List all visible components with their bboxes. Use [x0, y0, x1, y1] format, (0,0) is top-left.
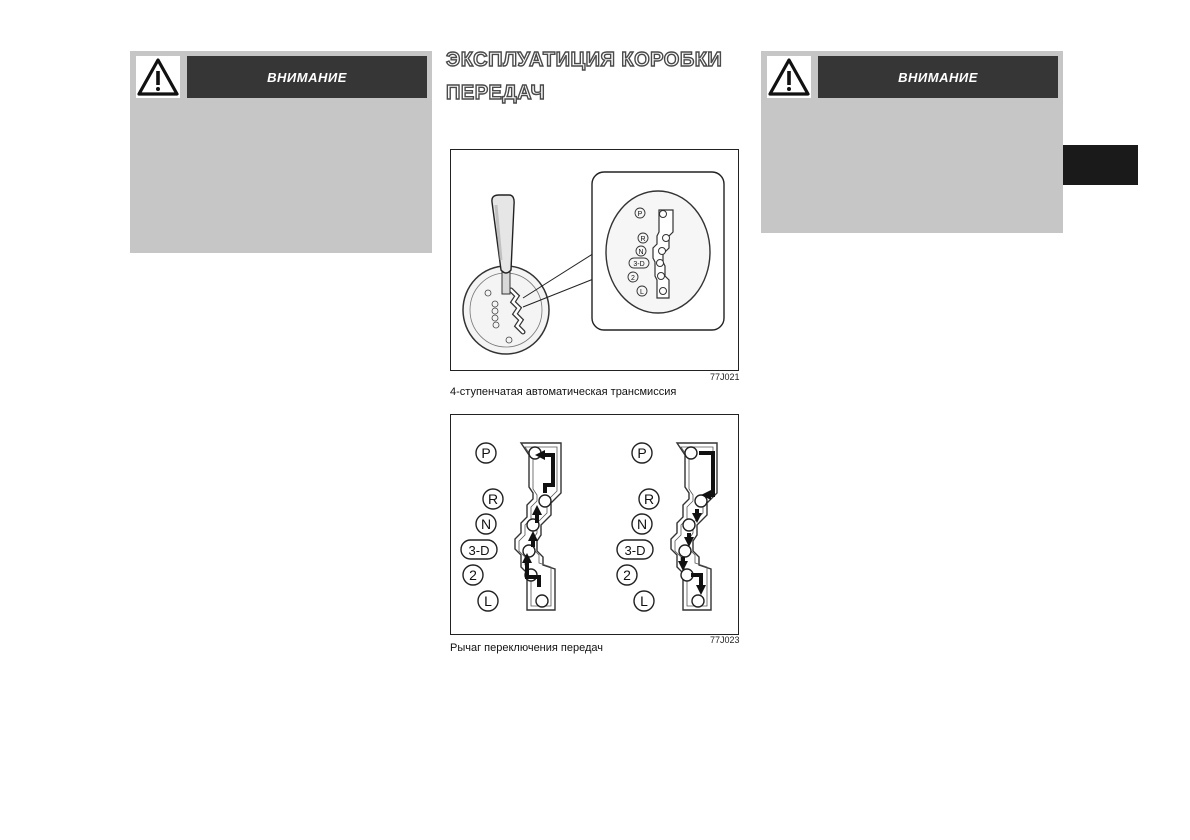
zoom-label-N: N: [638, 249, 644, 256]
figure-shift-pattern: [450, 414, 739, 635]
section-title-line1: ЭКСПЛУАТИЦИЯ КОРОБКИ: [446, 49, 723, 71]
warning-triangle-icon: [767, 56, 811, 98]
zoom-label-P: P: [637, 211, 643, 218]
section-tab-marker: [1063, 145, 1138, 185]
warning-triangle-icon: [136, 56, 180, 98]
shifter-illustration: [451, 150, 738, 370]
warning-heading: ВНИМАНИЕ: [818, 56, 1058, 98]
warning-header-bar: [136, 56, 427, 98]
zoom-label-L: L: [640, 289, 644, 296]
label-R-right: R: [643, 491, 655, 507]
label-L-right: L: [640, 593, 648, 609]
figure-shifter-illustration: [450, 149, 739, 371]
warning-box-left: [130, 51, 432, 253]
shift-pattern-diagram: [451, 415, 738, 634]
zoom-label-3D: 3-D: [633, 261, 645, 268]
label-N-right: N: [636, 516, 648, 532]
label-3D-right: 3-D: [624, 543, 646, 558]
label-L: L: [484, 593, 492, 609]
warning-header-bar: [767, 56, 1058, 98]
figure1-caption: 4-ступенчатая автоматическая трансмиссия: [450, 386, 677, 398]
zoom-label-R: R: [640, 236, 646, 243]
label-P: P: [481, 445, 491, 461]
label-R: R: [487, 491, 499, 507]
warning-heading: ВНИМАНИЕ: [187, 56, 427, 98]
label-2-right: 2: [623, 567, 631, 583]
figure1-code: 77J021: [710, 372, 740, 382]
label-2: 2: [469, 567, 477, 583]
figure2-caption: Рычаг переключения передач: [450, 642, 604, 654]
section-title-line2: ПЕРЕДАЧ: [446, 82, 546, 104]
figure2-code: 77J023: [710, 635, 740, 645]
zoom-label-2: 2: [631, 275, 635, 282]
label-3D: 3-D: [468, 543, 490, 558]
section-title: [446, 44, 746, 110]
warning-box-right: [761, 51, 1063, 233]
label-P-right: P: [637, 445, 647, 461]
label-N: N: [480, 516, 492, 532]
